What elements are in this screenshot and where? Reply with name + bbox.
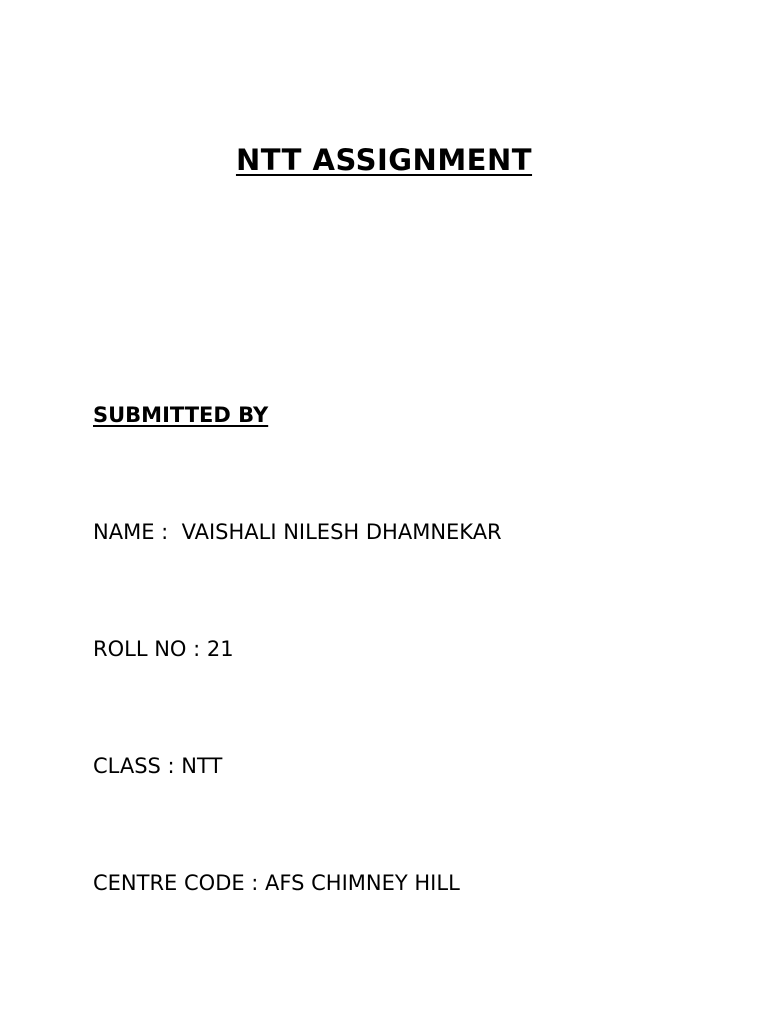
submission-details	[93, 318, 502, 981]
submitted-by-heading: SUBMITTED BY	[93, 403, 269, 427]
centre-code-line: CENTRE CODE : AFS CHIMNEY HILL	[93, 871, 460, 895]
roll-no-line: ROLL NO : 21	[93, 637, 234, 661]
name-line: NAME : VAISHALI NILESH DHAMNEKAR	[93, 520, 502, 544]
document-title: NTT ASSIGNMENT	[235, 143, 533, 177]
class-line: CLASS : NTT	[93, 754, 223, 778]
